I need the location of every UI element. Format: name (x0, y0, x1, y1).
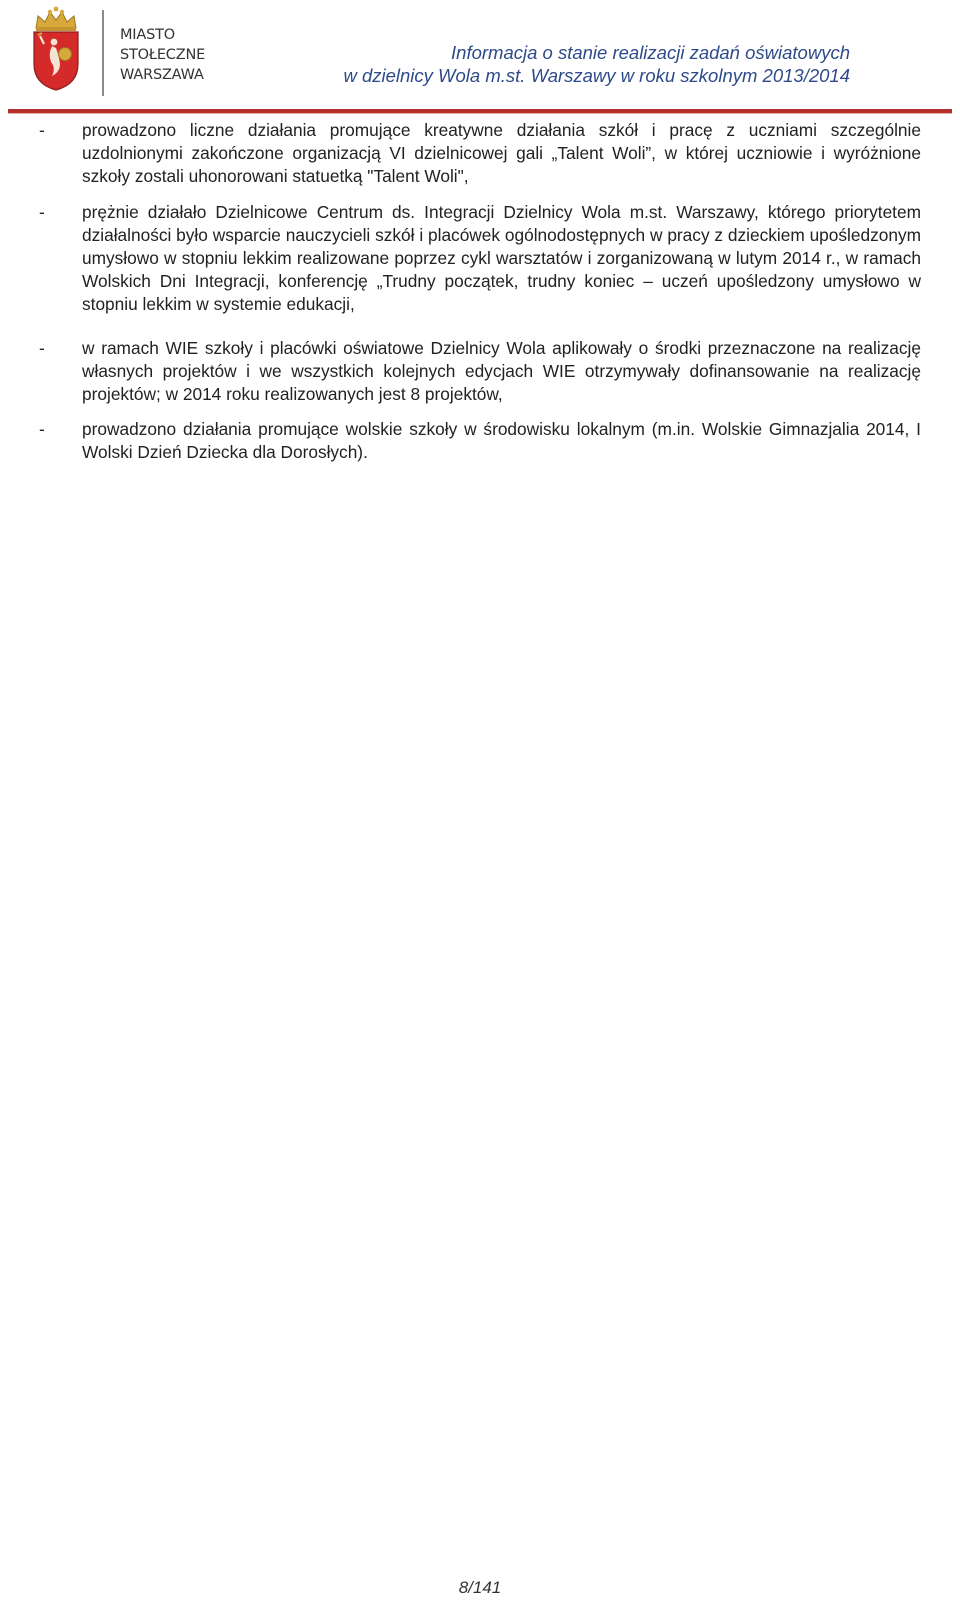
coat-of-arms-icon (26, 6, 86, 92)
header-rule (8, 109, 952, 113)
list-item (39, 418, 921, 464)
logo-line-3: WARSZAWA (120, 67, 204, 83)
logo-line-1: MIASTO (120, 27, 175, 43)
list-item-text: prowadzono działania promujące wolskie szkoły w środowisku lokalnym (m.in. Wolskie Gimnazjalia 2014, I Wolski Dzień Dziecka dla Dorosłych). (82, 419, 921, 463)
page-header (0, 0, 960, 116)
document-title (343, 41, 850, 87)
list-item-text: prężnie działało Dzielnicowe Centrum ds. Integracji Dzielnicy Wola m.st. Warszawy, którego priorytetem działalności było wsparcie nauczycieli szkół i placówek ogólnodostępnych w pracy z dzieckiem upośledzonym umysłowo w stopniu lekkim realizowane poprzez cykl warsztatów i zorganizowaną w lutym 2014 r., w ramach Wolskich Dni Integracji, konferencję „Trudny początek, trudny koniec – uczeń upośledzony umysłowo w stopniu lekkim w systemie edukacji, (82, 201, 921, 315)
warsaw-coat-of-arms-logo (26, 6, 86, 92)
page-number: 8/141 (458, 1578, 502, 1597)
list-item (39, 119, 921, 189)
list-item (39, 201, 921, 317)
document-title-line-1: Informacja o stanie realizacji zadań oświatowych (451, 42, 850, 63)
logo-divider (102, 10, 104, 96)
list-item (39, 337, 921, 407)
logo-line-2: STOŁECZNE (120, 47, 206, 63)
document-title-line-2: w dzielnicy Wola m.st. Warszawy w roku szkolnym 2013/2014 (343, 65, 850, 86)
main-content (39, 116, 921, 477)
list-item-text: prowadzono liczne działania promujące kreatywne działania szkół i pracę z uczniami szczególnie uzdolnionymi zakończone organizacją VI dzielnicowej gali „Talent Woli”, w której uczniowie i wyróżnione szkoły zostali uhonorowani statuetką "Talent Woli", (82, 120, 921, 187)
list-dash: - (39, 419, 45, 440)
list-dash: - (39, 120, 45, 140)
list-dash: - (39, 201, 45, 222)
list-dash: - (39, 337, 45, 358)
logo-wordmark (120, 25, 205, 85)
list-item-text: w ramach WIE szkoły i placówki oświatowe Dzielnicy Wola aplikowały o środki przeznaczone na realizację własnych projektów i we wszystkich kolejnych edycjach WIE otrzymywały dofinansowanie na realizację projektów; w 2014 roku realizowanych jest 8 projektów, (82, 337, 921, 405)
